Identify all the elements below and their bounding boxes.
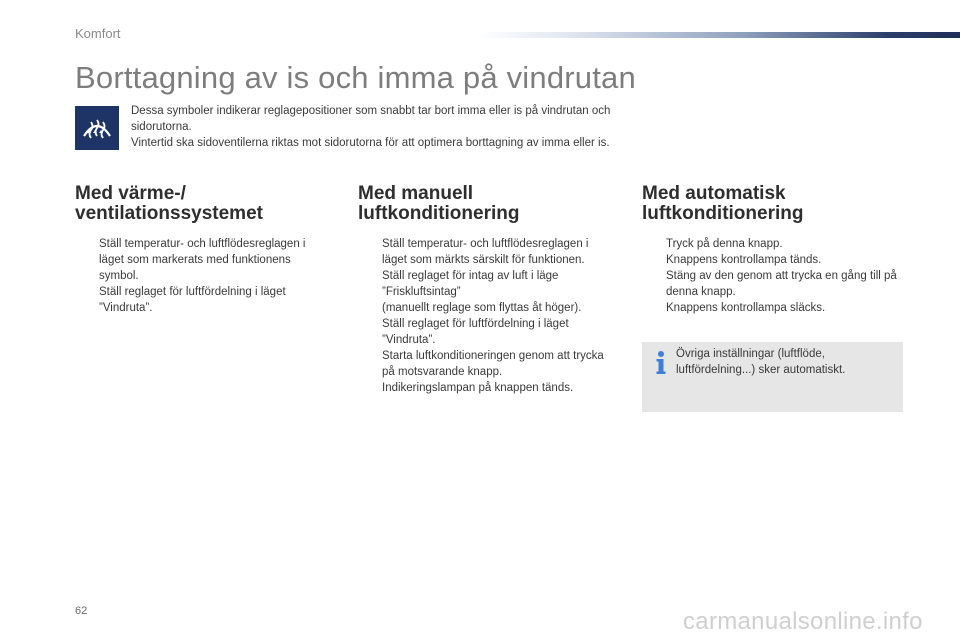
intro-paragraph-2: Vintertid ska sidoventilerna riktas mot sidorutorna för att optimera borttagning av imma eller is. <box>131 137 610 149</box>
windshield-defrost-glyph <box>75 106 119 150</box>
heading-line-1: Med värme-/ <box>75 183 186 204</box>
info-text: Övriga inställningar (luftflöde, luftfördelning...) sker automatiskt. <box>676 348 846 376</box>
intro-paragraph-1: Dessa symboler indikerar reglagepositioner som snabbt tar bort imma eller is på vindrutan och sidorutorna. <box>131 105 611 133</box>
step-text: Ställ temperatur- och luftflödesreglagen i läget som markerats med funktionens symbol. <box>99 238 306 282</box>
heading-line-1: Med automatisk <box>642 183 786 204</box>
list-item <box>358 236 613 268</box>
page-title: Borttagning av is och imma på vindrutan <box>75 60 636 95</box>
step-list <box>358 236 613 396</box>
step-text: Stäng av den genom att trycka en gång till på denna knapp. Knappens kontrollampa släcks. <box>666 270 897 314</box>
column-manual-ac <box>358 184 613 396</box>
heading-line-1: Med manuell <box>358 183 474 204</box>
info-icon <box>654 350 668 376</box>
column-heating-ventilation <box>75 184 325 316</box>
step-text: Ställ reglaget för intag av luft i läge ”Friskluftsintag” (manuellt reglage som flyttas åt höger). <box>382 270 582 314</box>
header-gradient-bar <box>478 32 960 38</box>
heading-line-2: ventilationssystemet <box>75 203 263 224</box>
step-text: Ställ reglaget för luftfördelning i läget ”Vindruta”. <box>382 318 569 346</box>
heading-line-2: luftkonditionering <box>358 203 520 224</box>
column-heading <box>642 184 904 224</box>
list-item <box>358 316 613 348</box>
info-box <box>642 342 903 412</box>
list-item <box>358 268 613 316</box>
intro-text <box>131 103 611 151</box>
section-label: Komfort <box>75 26 121 41</box>
list-item <box>75 236 325 284</box>
column-automatic-ac <box>642 184 904 316</box>
windshield-defrost-icon <box>75 106 119 150</box>
step-text: Ställ reglaget för luftfördelning i läget ”Vindruta”. <box>99 286 286 314</box>
column-heading <box>75 184 325 224</box>
step-text: Ställ temperatur- och luftflödesreglagen i läget som märkts särskilt för funktionen. <box>382 238 589 266</box>
list-item <box>642 236 904 268</box>
step-text: Starta luftkonditioneringen genom att trycka på motsvarande knapp. Indikeringslampan på knappen tänds. <box>382 350 604 394</box>
list-item <box>642 268 904 316</box>
list-item <box>358 348 613 396</box>
step-text: Tryck på denna knapp. Knappens kontrollampa tänds. <box>666 238 822 266</box>
list-item <box>75 284 325 316</box>
step-list <box>75 236 325 316</box>
heading-line-2: luftkonditionering <box>642 203 804 224</box>
page-number: 62 <box>75 605 88 617</box>
step-list <box>642 236 904 316</box>
column-heading <box>358 184 613 224</box>
watermark: carmanualsonline.info <box>683 608 923 635</box>
